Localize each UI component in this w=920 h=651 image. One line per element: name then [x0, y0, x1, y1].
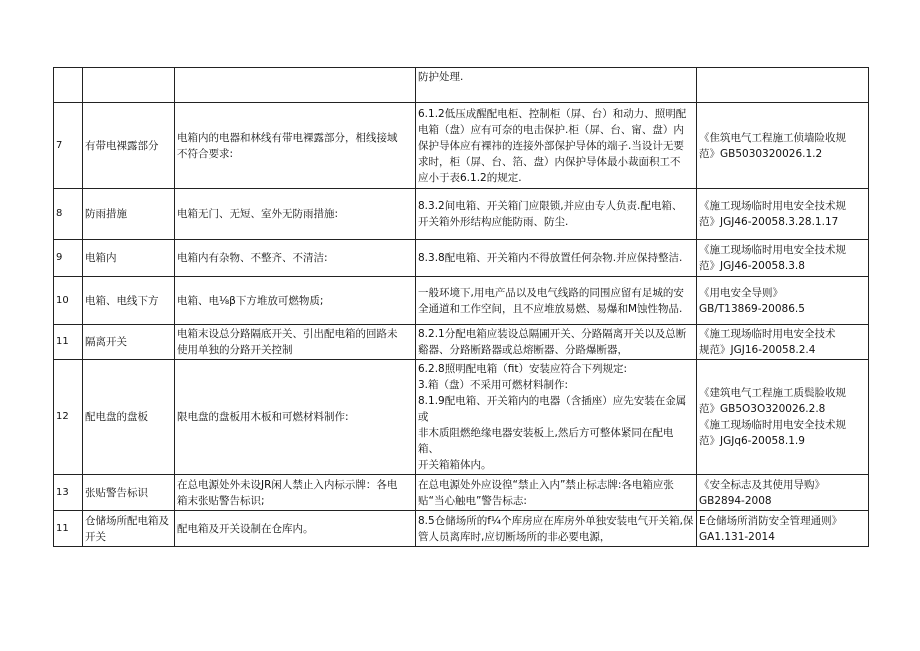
requirement-cell: 在总电源处外应设徨“禁止入内”禁止标志牌:各电箱应张 贴“当心触电”警告标志: [416, 475, 697, 511]
row-number: 12 [54, 360, 83, 475]
table-row [54, 475, 869, 511]
basis-cell: 《施工现场临时用电安全技术规 范》JGJ46-20058.3.28.1.17 [697, 189, 869, 240]
basis-cell [697, 68, 869, 103]
row-number: 9 [54, 240, 83, 277]
problem-cell: 电箱内的电器和林线有带电裸露部分，相线接域 不符合要求: [175, 103, 416, 189]
item-cell: 张贴警告标识 [83, 475, 175, 511]
basis-cell: 《隹筑电气工程施工侦墙险收规 范》GB5030320026.1.2 [697, 103, 869, 189]
requirement-cell: 8.3.2间电箱、开关箱门应限锁,并应由专人负责.配电箱、 开关箱外形结构应能防雨、防尘. [416, 189, 697, 240]
item-cell: 防雨措施 [83, 189, 175, 240]
table-row [54, 325, 869, 360]
table-row [54, 68, 869, 103]
requirement-cell: 一般环境下,用电产品以及电气线路的同围应留有足城的安 全通道和工作空间，且不应堆放易燃、易爆和M蚀性物品. [416, 277, 697, 325]
row-number: 11 [54, 325, 83, 360]
row-number: 7 [54, 103, 83, 189]
row-number: 13 [54, 475, 83, 511]
basis-cell: E仓储场所消防安全管理通则》 GA1.131-2014 [697, 511, 869, 547]
basis-cell: 《用电安全导则》 GB/T13869-20086.5 [697, 277, 869, 325]
requirement-cell: 防护处理. [416, 68, 697, 103]
row-number: 10 [54, 277, 83, 325]
table-row [54, 511, 869, 547]
problem-cell: 在总电源处外未设JR闲人禁止入内标示牌：各电 箱末张贴警告标识; [175, 475, 416, 511]
item-cell: 隔离开关 [83, 325, 175, 360]
basis-cell: 《建筑电气工程施工质鬓脸收规 范》GB5O3O320026.2.8 《施工现场临时用电安全技术规 范》JGJq6-20058.1.9 [697, 360, 869, 475]
requirement-cell: 8.2.1分配电箱应装设总隔圃开关、分路隔离开关以及总断 谿器、分路断路器或总熔断器、分路爆断器， [416, 325, 697, 360]
requirement-cell: 8.5仓储场所的f¼个库房应在库房外单独安装电气开关箱,保 管人员离库时,应切断场所的非必要电源， [416, 511, 697, 547]
table-row [54, 360, 869, 475]
requirement-cell: 8.3.8配电箱、开关箱内不得放置任何杂物.并应保持整洁. [416, 240, 697, 277]
basis-cell: 《施工现场临时用电安全技术规 范》JGJ46-20058.3.8 [697, 240, 869, 277]
problem-cell: 限电盘的盘板用木板和可燃材料制作: [175, 360, 416, 475]
problem-cell: 电箱无门、无短、室外无防雨措施: [175, 189, 416, 240]
item-cell: 有带电裸露部分 [83, 103, 175, 189]
basis-cell: 《安全标志及其使用导购》 GB2894-2008 [697, 475, 869, 511]
problem-cell: 电箱内有杂物、不整齐、不清洁: [175, 240, 416, 277]
item-cell: 电箱、电线下方 [83, 277, 175, 325]
table-row [54, 103, 869, 189]
regulation-table [53, 67, 869, 547]
item-cell: 仓储场所配电箱及 开关 [83, 511, 175, 547]
basis-cell: 《施工现场临时用电安全技术 规范》JGJ16-20058.2.4 [697, 325, 869, 360]
problem-cell: 电箱末设总分路隔底开关、引出配电箱的回路未 使用单独的分路开关控制 [175, 325, 416, 360]
problem-cell: 电箱、电⅛β下方堆放可燃物质; [175, 277, 416, 325]
item-cell: 配电盘的盘板 [83, 360, 175, 475]
table-row [54, 277, 869, 325]
item-cell: 电箱内 [83, 240, 175, 277]
requirement-cell: 6.1.2低压成醒配电柜、控制柜（屏、台）和动力、照明配 电箱（盘）应有可奈的电击保护.柜（屏、台、甯、盘）内 保护导体应有裸祎的连接外部保护导体的端子.当设计无要 求时，柜（屏、台、箔、盘）内保护导体最小裁面积工不 应小于表6.1.2的规定. [416, 103, 697, 189]
row-number: 11 [54, 511, 83, 547]
problem-cell: 配电箱及开关设制在仓库内。 [175, 511, 416, 547]
row-number: 8 [54, 189, 83, 240]
table-row [54, 189, 869, 240]
row-number [54, 68, 83, 103]
table-row [54, 240, 869, 277]
requirement-cell: 6.2.8照明配电箱（fit）安装应符合下列规定: 3.箱（盘）不采用可燃材料制作: 8.1.9配电箱、开关箱内的电器（含插座）应先安装在金属或 非木质阻燃绝缘电器安装板上,然后方可整体紧同在配电箱、 开关箱箱体内。 [416, 360, 697, 475]
problem-cell [175, 68, 416, 103]
item-cell [83, 68, 175, 103]
